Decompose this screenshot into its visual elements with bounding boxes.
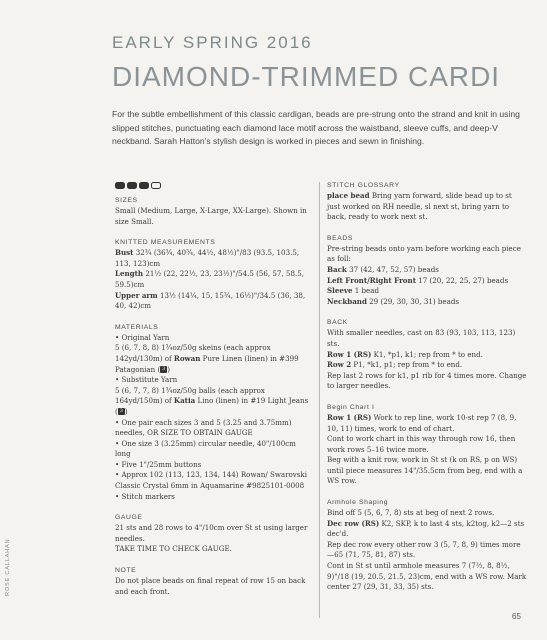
bust-label: Bust bbox=[115, 248, 134, 258]
back-row-1-label: Row 1 (RS) bbox=[327, 349, 372, 359]
glossary-heading: STITCH GLOSSARY bbox=[327, 182, 400, 189]
sizes-section bbox=[115, 196, 313, 227]
armhole-continue: Cont in St st until armhole measures 7 (7½, 8, 8½, 9)"/18 (19, 20.5, 21.5, 23)cm, end with a WS row. Mark center 27 (29, 31, 33, 35) sts. bbox=[327, 561, 527, 592]
chart-row-1 bbox=[327, 413, 527, 434]
chart-row-1-label: Row 1 (RS) bbox=[327, 412, 372, 422]
back-row-2-label: Row 2 bbox=[327, 360, 352, 370]
armhole-dec-text: K2, SKP, k to last 4 sts, k2tog, k2—2 sts dec'd. bbox=[327, 518, 525, 539]
upper-arm-label: Upper arm bbox=[115, 290, 158, 300]
skill-dot-empty-icon bbox=[151, 182, 161, 189]
buttons-item: • Five 1"/25mm buttons bbox=[115, 459, 202, 469]
original-yarn-amount: 5 (6, 7, 8, 8) 1¾oz/50g skeins (each approx 142yd/130m) of bbox=[115, 343, 271, 363]
back-row-2 bbox=[327, 360, 527, 371]
original-yarn-text bbox=[115, 343, 313, 375]
back-section bbox=[327, 318, 527, 392]
upper-arm-value: 13½ (14¼, 15, 15¾, 16½)"/34.5 (36, 38, 40, 42)cm bbox=[115, 290, 306, 311]
gauge-check: TAKE TIME TO CHECK GAUGE. bbox=[115, 544, 232, 554]
bust-value: 32¾ (36¾, 40¾, 44½, 48½)"/83 (93.5, 103.5, 113, 123)cm bbox=[115, 248, 300, 268]
substitute-yarn-color: Lino (linen) in #19 Light Jeans ( bbox=[115, 396, 309, 416]
length-value: 21½ (22, 22½, 23, 23½)"/54.5 (56, 57, 58.5, 59.5)cm bbox=[115, 269, 304, 289]
beads-back-value: 37 (42, 47, 52, 57) beads bbox=[346, 264, 439, 274]
armhole-section bbox=[327, 498, 527, 593]
note-heading: NOTE bbox=[115, 567, 137, 575]
original-yarn-label: • Original Yarn bbox=[115, 332, 170, 342]
original-yarn-color: Pure Linen (linen) in #399 Patagonian ( bbox=[115, 353, 299, 374]
armhole-dec-label: Dec row (RS) bbox=[327, 518, 380, 528]
chart-section bbox=[327, 403, 527, 487]
beads-intro: Pre-string beads onto yarn before working each piece as foll: bbox=[327, 243, 521, 264]
skill-dot-icon bbox=[127, 182, 137, 189]
substitute-yarn-brand: Katia bbox=[173, 396, 196, 406]
sizes-heading: SIZES bbox=[115, 197, 138, 204]
upper-arm-measurement bbox=[115, 291, 313, 312]
measurements-heading: KNITTED MEASUREMENTS bbox=[115, 239, 216, 247]
substitute-yarn-amount: 5 (6, 7, 7, 8) 1¾oz/50g balls (each approx 164yd/150m) of bbox=[115, 385, 265, 406]
glossary-section bbox=[327, 181, 527, 223]
beads-sleeve bbox=[327, 286, 527, 297]
gauge-heading: GAUGE bbox=[115, 514, 143, 522]
beads-neckband bbox=[327, 297, 527, 308]
beads-heading: BEADS bbox=[327, 234, 354, 242]
chart-stockinette: Beg with a knit row, work in St st (k on RS, p on WS) until piece measures 14"/35.5cm from beg, end with a WS row. bbox=[327, 455, 523, 486]
right-column bbox=[327, 181, 527, 604]
photo-credit: ROSE CALLAHAN bbox=[5, 538, 11, 596]
close-paren: ) bbox=[124, 406, 128, 416]
length-measurement bbox=[115, 269, 313, 290]
skill-dot-icon bbox=[139, 182, 149, 189]
beads-item: • Approx 102 (113, 123, 134, 144) Rowan/ Swarovski Classic Crystal 6mm in Aquamarine #9825101-0008 bbox=[115, 470, 307, 491]
beads-front-value: 17 (20, 22, 25, 27) beads bbox=[415, 275, 509, 285]
back-rib-repeat: Rep last 2 rows for k1, p1 rib for 4 times more. Change to larger needles. bbox=[327, 370, 527, 391]
note-section bbox=[115, 566, 313, 597]
beads-neckband-value: 29 (29, 30, 30, 31) beads bbox=[366, 296, 460, 306]
armhole-bind-off: Bind off 5 (5, 6, 7, 8) sts at beg of next 2 rows. bbox=[327, 508, 495, 518]
beads-back-label: Back bbox=[327, 264, 347, 274]
back-cast-on: With smaller needles, cast on 83 (93, 103, 113, 123) sts. bbox=[327, 328, 516, 348]
markers-item: • Stitch markers bbox=[115, 491, 175, 501]
chart-heading: Begin Chart I bbox=[327, 403, 375, 411]
gauge-text: 21 sts and 28 rows to 4"/10cm over St st using larger needles. bbox=[115, 523, 308, 543]
materials-heading: MATERIALS bbox=[115, 323, 159, 331]
pattern-intro: For the subtle embellishment of this classic cardigan, beads are pre-strung onto the strand and knit in using slipped stitches, punctuating each diamond lace motif across the waistband, sleeve cuffs, and deep-V neckband. Sarah Hatton's stylish design is worked in pieces and sewn in finishing. bbox=[112, 109, 520, 147]
issue-season: EARLY SPRING 2016 bbox=[112, 33, 313, 52]
bust-measurement bbox=[115, 248, 313, 269]
sizes-text: Small (Medium, Large, X-Large, XX-Large). Shown in size Small. bbox=[115, 206, 307, 226]
armhole-dec-row bbox=[327, 519, 527, 540]
beads-front-label: Left Front/Right Front bbox=[327, 275, 416, 285]
chart-row-1-text: Work to rep line, work 10-st rep 7 (8, 9, 10, 11) times, work to end of chart. bbox=[327, 412, 517, 433]
back-row-2-text: P1, *k1, p1; rep from * to end. bbox=[351, 360, 463, 370]
materials-section bbox=[115, 323, 313, 503]
glossary-definition: Bring yarn forward, slide bead up to st just worked on RH needle, sl next st, bring yarn to back, ready to work next st. bbox=[327, 191, 512, 222]
armhole-repeat: Rep dec row every other row 3 (5, 7, 8, 9) times more—65 (71, 75, 81, 87) sts. bbox=[327, 539, 521, 560]
needles-item: • One pair each sizes 3 and 5 (3.25 and 3.75mm) needles, OR SIZE TO OBTAIN GAUGE bbox=[115, 417, 292, 438]
skill-dot-icon bbox=[115, 182, 125, 189]
substitute-yarn-label: • Substitute Yarn bbox=[115, 375, 178, 385]
beads-sleeve-label: Sleeve bbox=[327, 286, 353, 296]
original-yarn-brand: Rowan bbox=[173, 353, 201, 363]
glossary-term: place bead bbox=[327, 191, 370, 200]
measurements-section bbox=[115, 238, 313, 312]
length-label: Length bbox=[115, 269, 144, 279]
beads-front bbox=[327, 276, 527, 287]
back-row-1-text: K1, *p1, k1; rep from * to end. bbox=[371, 349, 483, 359]
gauge-section bbox=[115, 513, 313, 555]
substitute-yarn-text bbox=[115, 386, 313, 418]
yarn-weight-icon: 3 bbox=[162, 366, 166, 373]
back-heading: BACK bbox=[327, 319, 348, 327]
note-text: Do not place beads on final repeat of row 15 on back and each front. bbox=[115, 576, 306, 596]
column-divider bbox=[319, 182, 320, 618]
skill-level-indicator bbox=[115, 182, 313, 188]
beads-sleeve-value: 1 bead bbox=[352, 286, 380, 296]
beads-neckband-label: Neckband bbox=[327, 296, 367, 306]
back-row-1 bbox=[327, 350, 527, 361]
left-column bbox=[115, 182, 313, 608]
chart-continue: Cont to work chart in this way through row 16, then work rows 5–16 twice more. bbox=[327, 434, 516, 454]
close-paren: ) bbox=[167, 364, 171, 374]
glossary-entry bbox=[327, 191, 527, 223]
armhole-heading: Armhole Shaping bbox=[327, 499, 389, 507]
circular-needle-item: • One size 3 (3.25mm) circular needle, 40"/100cm long bbox=[115, 438, 296, 459]
beads-back bbox=[327, 265, 527, 276]
yarn-weight-icon: 3 bbox=[119, 408, 123, 415]
page-number: 65 bbox=[512, 612, 521, 621]
pattern-title: DIAMOND-TRIMMED CARDI bbox=[112, 61, 501, 92]
beads-section bbox=[327, 234, 527, 308]
